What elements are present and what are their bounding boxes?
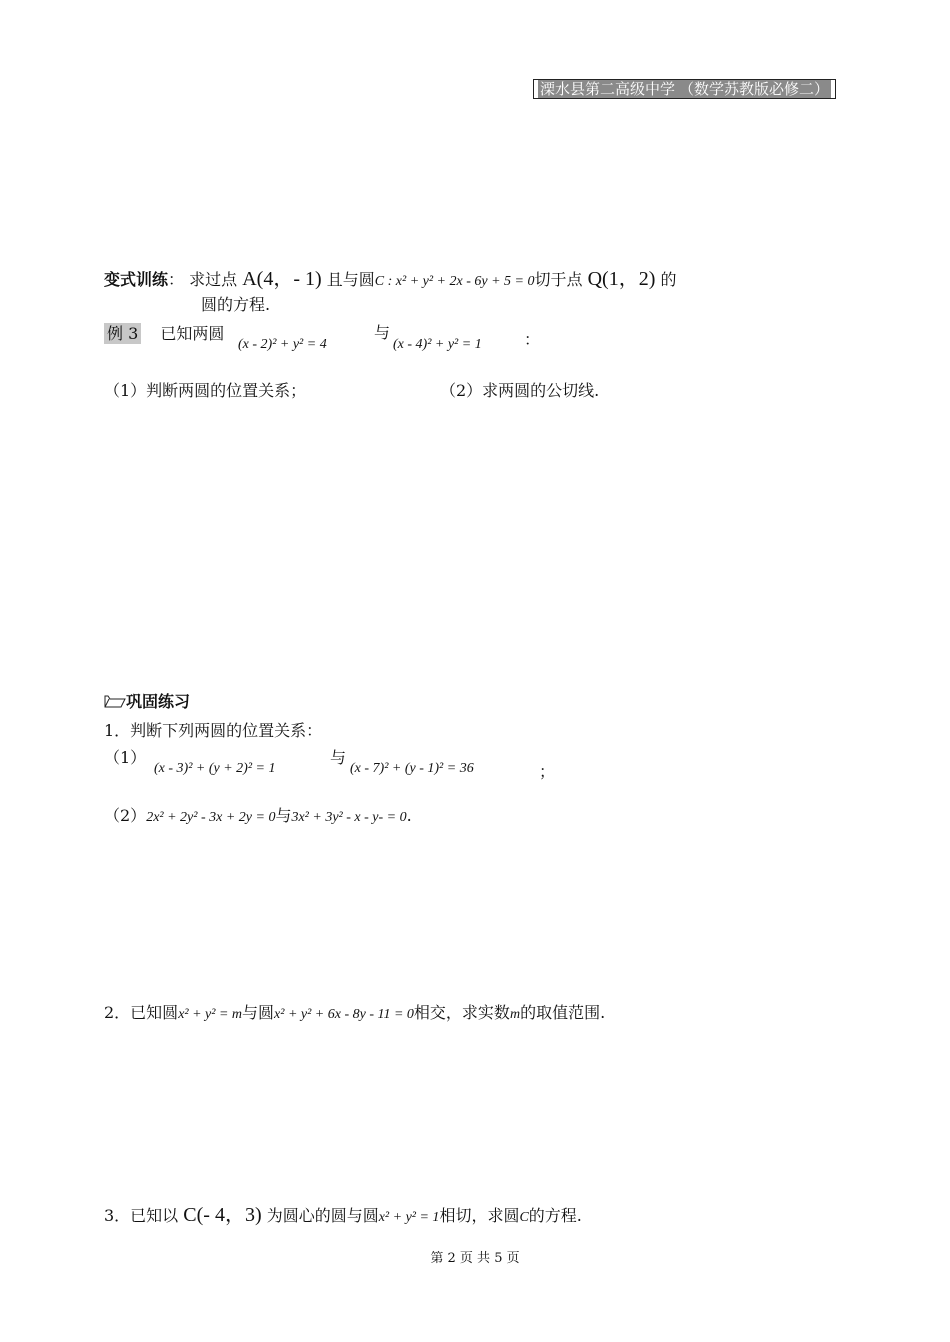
q1-p1-label: （1） <box>104 748 147 767</box>
example-3-eq1: (x - 2)² + y² = 4 <box>238 337 327 352</box>
q1-p2-eq2: 3x² + 3y² - x - y- = 0 <box>291 810 407 825</box>
header-banner <box>533 79 836 99</box>
point-a: A(4，- 1) <box>242 268 322 290</box>
q1-p1-eq1: (x - 3)² + (y + 2)² = 1 <box>154 761 276 776</box>
page-footer: 第 2 页 共 5 页 <box>430 1251 520 1266</box>
header-school: 溧水县第二高级中学 <box>540 80 676 98</box>
variant-label: 变式训练 <box>104 270 169 289</box>
point-q: Q(1，2) <box>587 268 656 290</box>
variant-line-2: 圆的方程. <box>201 295 271 314</box>
q1-p1-eq2: (x - 7)² + (y - 1)² = 36 <box>350 761 474 776</box>
example-3-part-1: （1）判断两圆的位置关系； <box>104 381 307 400</box>
example-3-eq2: (x - 4)² + y² = 1 <box>393 337 482 352</box>
example-3-intro: 例 3 已知两圆 <box>104 321 224 344</box>
q3-c: C <box>519 1210 529 1225</box>
variant-line-1: 变式训练： 求过点 A(4，- 1) 且与圆C : x² + y² + 2x - 6y + 5 = 0切于点 Q(1，2) 的 <box>104 268 677 290</box>
q1-p1-end: ； <box>539 762 556 781</box>
q3-row: 3．已知以 C(- 4，3) 为圆心的圆与圆x² + y² = 1相切，求圆C的方程. <box>104 1204 582 1226</box>
example-3-end: ： <box>524 330 541 349</box>
practice-title: 巩固练习 <box>126 692 191 711</box>
example-3-conj: 与 <box>374 323 391 342</box>
q2-eq2: x² + y² + 6x - 8y - 11 = 0 <box>274 1007 414 1022</box>
q1-p2-eq1: 2x² + 2y² - 3x + 2y = 0 <box>146 810 276 825</box>
q3-point: C(- 4，3) <box>183 1204 262 1226</box>
example-3-label: 例 3 <box>104 323 141 344</box>
circle-c-equation: C : x² + y² + 2x - 6y + 5 = 0 <box>374 274 535 289</box>
q3-eq: x² + y² = 1 <box>378 1210 440 1225</box>
q2-eq1: x² + y² = m <box>178 1007 243 1022</box>
q2-row: 2．已知圆x² + y² = m与圆x² + y² + 6x - 8y - 11 = 0相交，求实数m的取值范围. <box>104 1003 606 1022</box>
folder-icon <box>104 694 126 708</box>
q1-p1-conj: 与 <box>330 748 347 767</box>
practice-title-row <box>104 689 190 712</box>
header-subject: （数学苏教版必修二） <box>679 80 830 98</box>
q1-stem: 1．判断下列两圆的位置关系： <box>104 721 323 740</box>
q2-m: m <box>509 1007 521 1022</box>
example-3-part-2: （2）求两圆的公切线. <box>440 381 600 400</box>
q1-p2-row: （2）2x² + 2y² - 3x + 2y = 0与3x² + 3y² - x - y- = 0. <box>104 806 412 825</box>
